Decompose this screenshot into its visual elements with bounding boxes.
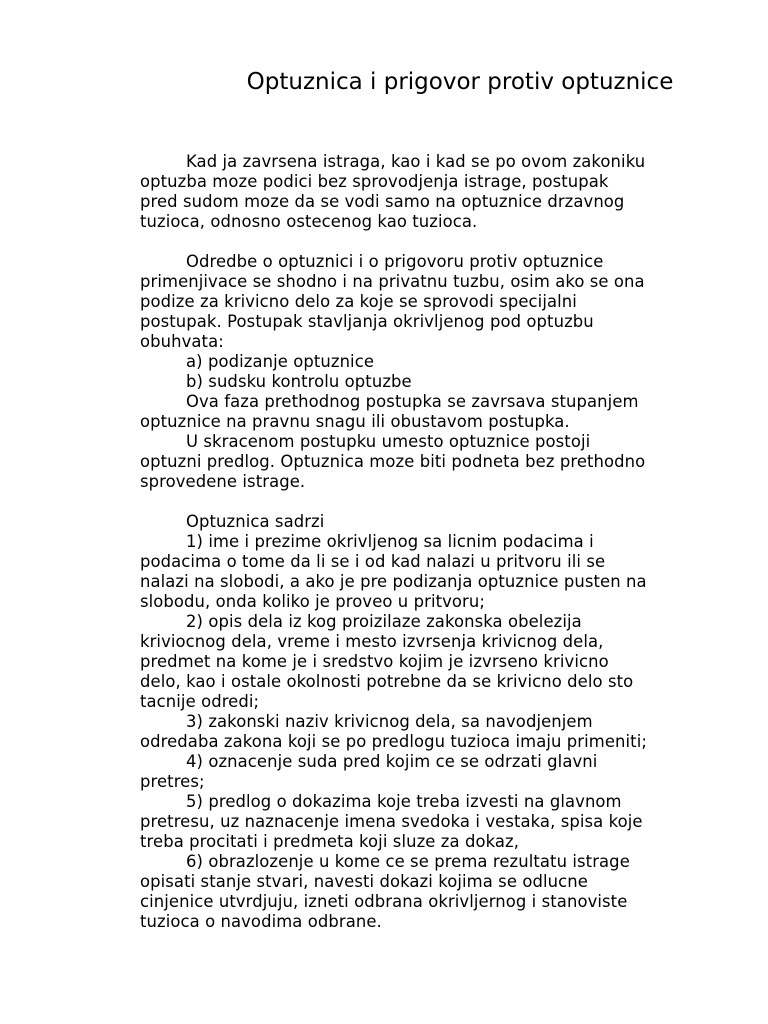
text-line: b) sudsku kontrolu optuzbe bbox=[186, 372, 412, 391]
document-body bbox=[140, 152, 700, 932]
text-line: pred sudom moze da se vodi samo na optuznice drzavnog bbox=[140, 192, 625, 211]
text-line: Ova faza prethodnog postupka se zavrsava stupanjem bbox=[186, 392, 639, 411]
text-line: treba procitati i predmeta koji sluze za dokaz, bbox=[140, 832, 520, 851]
text-line: sprovedene istrage. bbox=[140, 472, 306, 491]
text-line: delo, kao i ostale okolnosti potrebne da se krivicno delo sto bbox=[140, 672, 634, 691]
text-line: kriviocnog dela, vreme i mesto izvrsenja krivicnog dela, bbox=[140, 632, 604, 651]
blank-line bbox=[140, 232, 700, 252]
text-line: primenjivace se shodno i na privatnu tuzbu, osim ako se ona bbox=[140, 272, 645, 291]
text-line: optuzba moze podici bez sprovodjenja istrage, postupak bbox=[140, 172, 609, 191]
text-line: optuznice na pravnu snagu ili obustavom postupka. bbox=[140, 412, 570, 431]
text-line: Odredbe o optuznici i o prigovoru protiv optuznice bbox=[186, 252, 604, 271]
text-line: predmet na kome je i sredstvo kojim je izvrseno krivicno bbox=[140, 652, 609, 671]
text-line: 4) oznacenje suda pred kojim ce se odrzati glavni bbox=[186, 752, 598, 771]
text-line: cinjenice utvrdjuju, izneti odbrana okrivljernog i stanoviste bbox=[140, 892, 628, 911]
text-line: odredaba zakona koji se po predlogu tuzioca imaju primeniti; bbox=[140, 732, 647, 751]
text-line: 2) opis dela iz kog proizilaze zakonska obelezija bbox=[186, 612, 582, 631]
text-line: optuzni predlog. Optuznica moze biti podneta bez prethodno bbox=[140, 452, 646, 471]
text-line: 5) predlog o dokazima koje treba izvesti na glavnom bbox=[186, 792, 622, 811]
text-line: tuzioca, odnosno ostecenog kao tuzioca. bbox=[140, 212, 478, 231]
text-line: a) podizanje optuznice bbox=[186, 352, 375, 371]
text-line: podacima o tome da li se i od kad nalazi u pritvoru ili se bbox=[140, 552, 606, 571]
text-line: slobodu, onda koliko je proveo u pritvoru; bbox=[140, 592, 486, 611]
text-line: 1) ime i prezime okrivljenog sa licnim podacima i bbox=[186, 532, 594, 551]
text-line: tacnije odredi; bbox=[140, 692, 260, 711]
text-line: 6) obrazlozenje u kome ce se prema rezultatu istrage bbox=[186, 852, 630, 871]
text-line: 3) zakonski naziv krivicnog dela, sa navodjenjem bbox=[186, 712, 593, 731]
text-line: Kad ja zavrsena istraga, kao i kad se po ovom zakoniku bbox=[186, 152, 646, 171]
text-line: pretres; bbox=[140, 772, 205, 791]
text-line: Optuznica sadrzi bbox=[186, 512, 325, 531]
text-line: pretresu, uz naznacenje imena svedoka i vestaka, spisa koje bbox=[140, 812, 643, 831]
text-line: obuhvata: bbox=[140, 332, 224, 351]
text-line: podize za krivicno delo za koje se sprovodi specijalni bbox=[140, 292, 577, 311]
text-line: U skracenom postupku umesto optuznice postoji bbox=[186, 432, 591, 451]
text-line: nalazi na slobodi, a ako je pre podizanja optuznice pusten na bbox=[140, 572, 647, 591]
document-title: Optuznica i prigovor protiv optuznice bbox=[246, 69, 674, 95]
text-line: postupak. Postupak stavljanja okrivljenog pod optuzbu bbox=[140, 312, 594, 331]
text-line: opisati stanje stvari, navesti dokazi kojima se odlucne bbox=[140, 872, 588, 891]
blank-line bbox=[140, 492, 700, 512]
text-line: tuzioca o navodima odbrane. bbox=[140, 912, 382, 931]
